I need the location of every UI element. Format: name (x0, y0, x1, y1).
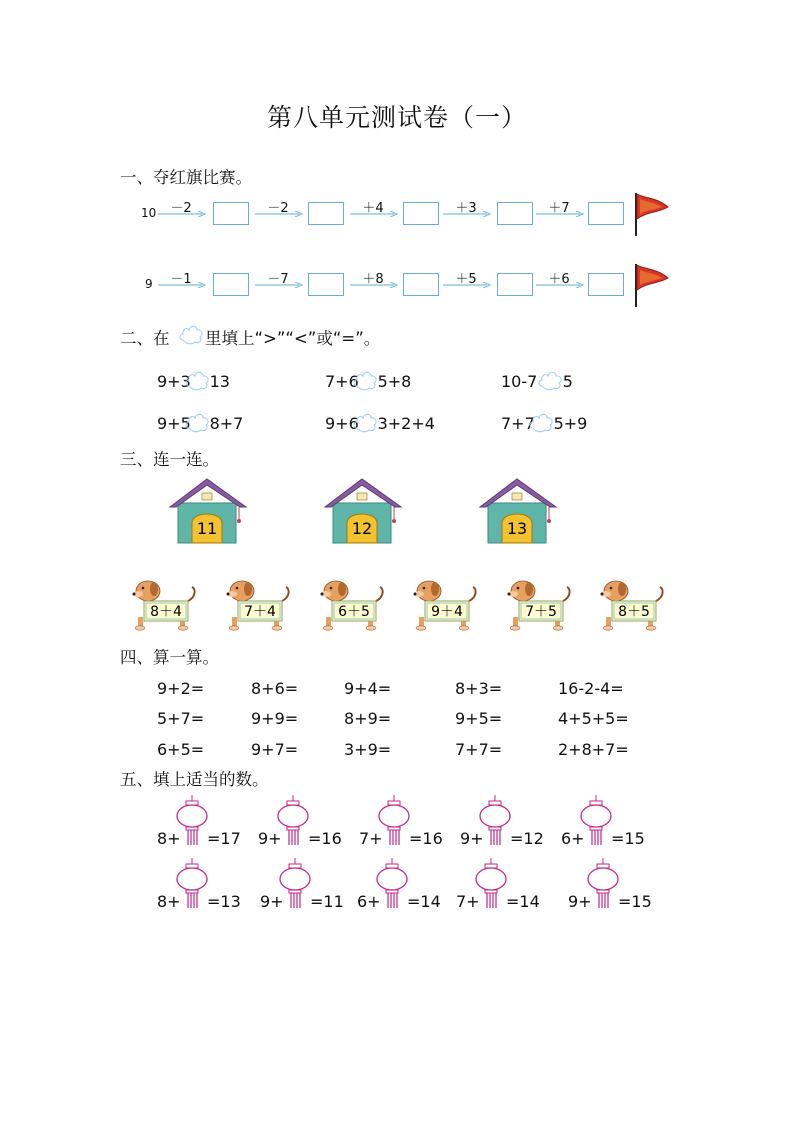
lantern-icon[interactable] (175, 795, 209, 849)
section-3-heading: 三、连一连。 (120, 450, 219, 469)
compare-left: 7+6 (325, 372, 359, 391)
answer-box[interactable] (403, 273, 439, 296)
arrow-icon (443, 211, 491, 217)
answer-box[interactable] (588, 273, 624, 296)
arrow-label: ＋8 (362, 272, 384, 287)
lantern-icon[interactable] (375, 858, 409, 912)
lantern-post: =14 (506, 892, 540, 911)
arrow-label: －7 (267, 272, 289, 287)
page-title: 第八单元测试卷（一） (266, 103, 527, 132)
calc-problem: 9+2= (157, 679, 205, 698)
start-number: 9 (145, 277, 153, 291)
lantern-post: =12 (510, 829, 544, 848)
red-flag-icon (632, 262, 672, 308)
calc-problem: 8+9= (344, 709, 392, 728)
compare-left: 9+6 (325, 414, 359, 433)
calc-problem: 6+5= (157, 740, 205, 759)
arrow-icon (443, 282, 491, 288)
dog-icon[interactable] (598, 575, 666, 631)
lantern-pre: 6+ (561, 829, 585, 848)
dog-icon[interactable] (411, 575, 479, 631)
calc-problem: 2+8+7= (558, 740, 629, 759)
compare-right: 5+9 (553, 414, 588, 433)
cloud-icon[interactable] (537, 369, 563, 391)
lantern-post: =17 (207, 829, 241, 848)
doghouse-icon[interactable] (168, 477, 248, 545)
calc-problem: 8+6= (251, 679, 299, 698)
answer-box[interactable] (213, 273, 249, 296)
doghouse-icon[interactable] (323, 477, 403, 545)
cloud-icon[interactable] (184, 369, 210, 391)
calc-problem: 3+9= (344, 740, 392, 759)
section-1-heading: 一、夺红旗比赛。 (120, 168, 252, 187)
arrow-icon (350, 282, 398, 288)
dog-icon[interactable] (318, 575, 386, 631)
lantern-pre: 6+ (357, 892, 381, 911)
arrow-label: ＋5 (455, 272, 477, 287)
answer-box[interactable] (497, 202, 533, 225)
lantern-pre: 7+ (359, 829, 383, 848)
cloud-icon[interactable] (184, 411, 210, 433)
house-number: 12 (351, 519, 373, 538)
cloud-icon[interactable] (528, 411, 554, 433)
answer-box[interactable] (588, 202, 624, 225)
lantern-pre: 9+ (568, 892, 592, 911)
calc-problem: 9+4= (344, 679, 392, 698)
arrow-label: －2 (170, 201, 192, 216)
dog-label: 7＋5 (525, 604, 557, 620)
lantern-pre: 9+ (460, 829, 484, 848)
arrow-icon (536, 211, 584, 217)
arrow-icon (158, 211, 206, 217)
arrow-label: ＋6 (548, 272, 570, 287)
arrow-icon (255, 211, 303, 217)
lantern-post: =16 (409, 829, 443, 848)
answer-box[interactable] (497, 273, 533, 296)
lantern-post: =11 (310, 892, 344, 911)
arrow-label: ＋4 (362, 201, 384, 216)
arrow-label: ＋7 (548, 201, 570, 216)
dog-icon[interactable] (130, 575, 198, 631)
arrow-icon (158, 282, 206, 288)
compare-left: 10-7 (501, 372, 538, 391)
compare-right: 8+7 (209, 414, 244, 433)
lantern-icon[interactable] (377, 795, 411, 849)
start-number: 10 (141, 206, 157, 220)
calc-problem: 5+7= (157, 709, 205, 728)
cloud-icon[interactable] (352, 369, 378, 391)
calc-problem: 7+7= (455, 740, 503, 759)
arrow-label: ＋3 (455, 201, 477, 216)
arrow-icon (350, 211, 398, 217)
lantern-pre: 9+ (260, 892, 284, 911)
calc-problem: 4+5+5= (558, 709, 629, 728)
calc-problem: 16-2-4= (558, 679, 624, 698)
lantern-icon[interactable] (276, 795, 310, 849)
calc-problem: 9+5= (455, 709, 503, 728)
lantern-post: =16 (308, 829, 342, 848)
lantern-post: =15 (611, 829, 645, 848)
calc-problem: 9+7= (251, 740, 299, 759)
section-4-heading: 四、算一算。 (120, 648, 219, 667)
dog-icon[interactable] (505, 575, 573, 631)
arrow-icon (255, 282, 303, 288)
dog-label: 8＋5 (618, 604, 650, 620)
house-number: 13 (506, 519, 528, 538)
compare-right: 5 (562, 372, 573, 391)
lantern-post: =14 (407, 892, 441, 911)
arrow-icon (536, 282, 584, 288)
lantern-pre: 9+ (258, 829, 282, 848)
compare-left: 7+7 (501, 414, 535, 433)
compare-right: 5+8 (377, 372, 412, 391)
lantern-pre: 7+ (456, 892, 480, 911)
section-2-heading-pre: 二、在 (120, 329, 170, 348)
section-5-heading: 五、填上适当的数。 (120, 770, 269, 789)
dog-label: 9＋4 (431, 604, 463, 620)
arrow-label: －1 (170, 272, 192, 287)
dog-label: 6＋5 (338, 604, 370, 620)
cloud-icon[interactable] (352, 411, 378, 433)
calc-problem: 9+9= (251, 709, 299, 728)
lantern-pre: 8+ (157, 829, 181, 848)
compare-right: 3+2+4 (377, 414, 435, 433)
dog-icon[interactable] (224, 575, 292, 631)
answer-box[interactable] (308, 273, 344, 296)
arrow-label: －2 (267, 201, 289, 216)
answer-box[interactable] (403, 202, 439, 225)
red-flag-icon (632, 191, 672, 237)
section-2-heading-post: 里填上“>”“<”或“=”。 (205, 329, 381, 348)
answer-box[interactable] (308, 202, 344, 225)
cloud-icon (178, 323, 204, 345)
lantern-post: =15 (618, 892, 652, 911)
compare-left: 9+5 (157, 414, 191, 433)
compare-left: 9+3 (157, 372, 191, 391)
lantern-icon[interactable] (586, 858, 620, 912)
lantern-icon[interactable] (474, 858, 508, 912)
house-number: 11 (196, 519, 218, 538)
answer-box[interactable] (213, 202, 249, 225)
dog-label: 8＋4 (150, 604, 182, 620)
lantern-icon[interactable] (579, 795, 613, 849)
compare-right: 13 (209, 372, 230, 391)
lantern-pre: 8+ (157, 892, 181, 911)
lantern-icon[interactable] (478, 795, 512, 849)
calc-problem: 8+3= (455, 679, 503, 698)
lantern-post: =13 (207, 892, 241, 911)
dog-label: 7＋4 (244, 604, 276, 620)
doghouse-icon[interactable] (478, 477, 558, 545)
lantern-icon[interactable] (175, 858, 209, 912)
lantern-icon[interactable] (278, 858, 312, 912)
